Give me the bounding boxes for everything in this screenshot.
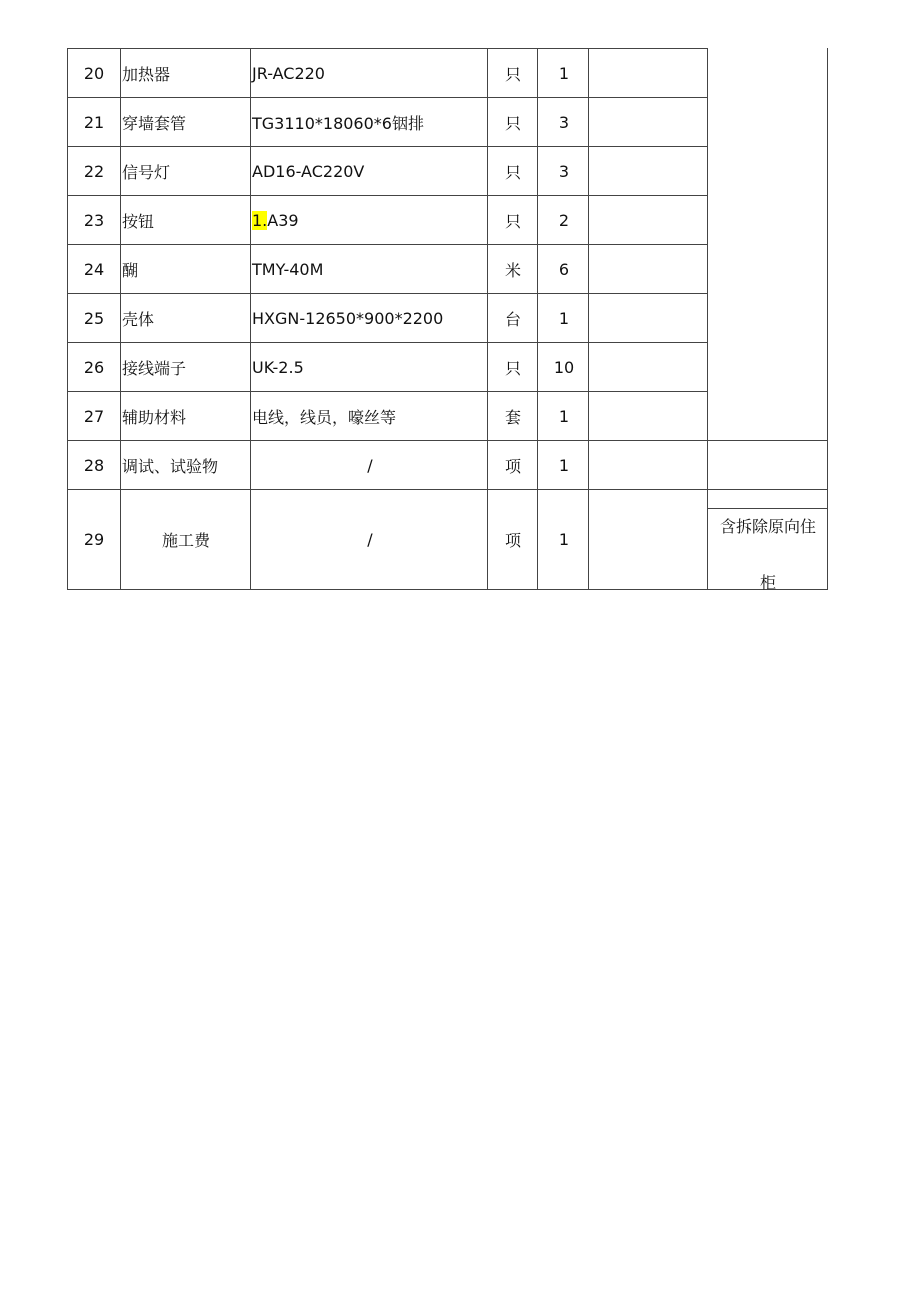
item-unit: 米 [504, 260, 521, 280]
item-name: 醐 [122, 260, 139, 280]
item-spec: AD16-AC220V [252, 161, 365, 181]
item-qty: 1 [558, 530, 570, 549]
row-number: 21 [83, 112, 105, 132]
row-number: 23 [83, 210, 105, 230]
row-number: 26 [83, 357, 105, 377]
item-spec: TG3110*18060*6铟排 [252, 113, 424, 133]
item-qty: 1 [558, 63, 570, 83]
item-qty: 6 [558, 259, 570, 279]
item-qty: 1 [558, 455, 570, 475]
item-unit: 套 [504, 407, 521, 427]
item-name: 壳体 [122, 309, 155, 329]
item-unit: 项 [504, 456, 521, 476]
item-unit: 只 [504, 211, 521, 231]
item-spec: 电线，线员，嚎丝等 [252, 407, 397, 427]
item-qty: 2 [558, 210, 570, 230]
highlighted-text: 1. [252, 210, 268, 230]
item-name: 按钮 [122, 211, 155, 231]
item-note-line-1: 含拆除原向住 [719, 517, 816, 536]
row-number: 22 [83, 161, 105, 181]
item-qty: 10 [553, 357, 575, 377]
item-spec: UK-2.5 [252, 357, 304, 377]
item-note-line-2: 柜 [759, 573, 776, 592]
item-unit: 只 [504, 113, 521, 133]
row-number: 24 [83, 259, 105, 279]
item-spec: HXGN-12650*900*2200 [252, 308, 444, 328]
row-number: 27 [83, 406, 105, 426]
item-unit: 只 [504, 64, 521, 84]
item-spec: / [367, 530, 373, 549]
item-name: 穿墙套管 [122, 113, 187, 133]
item-spec-cell [252, 196, 488, 244]
item-spec: TMY-40M [252, 259, 324, 279]
item-spec: / [367, 455, 373, 475]
row-number: 28 [83, 455, 105, 475]
item-name: 接线端子 [122, 358, 187, 378]
item-qty: 3 [558, 112, 570, 132]
item-name: 加热器 [122, 64, 171, 84]
item-unit: 项 [504, 531, 521, 550]
item-name: 信号灯 [122, 162, 171, 182]
item-qty: 1 [558, 308, 570, 328]
item-name: 调试、试验物 [122, 456, 219, 476]
row-number: 20 [83, 63, 105, 83]
row-number: 25 [83, 308, 105, 328]
item-spec: A39 [267, 210, 299, 230]
row-number: 29 [83, 530, 105, 549]
item-name: 施工费 [161, 531, 210, 550]
item-name: 辅助材料 [122, 407, 187, 427]
item-unit: 台 [504, 309, 521, 329]
item-qty: 3 [558, 161, 570, 181]
item-unit: 只 [504, 358, 521, 378]
item-qty: 1 [558, 406, 570, 426]
item-spec: JR-AC220 [252, 63, 325, 83]
item-unit: 只 [504, 162, 521, 182]
